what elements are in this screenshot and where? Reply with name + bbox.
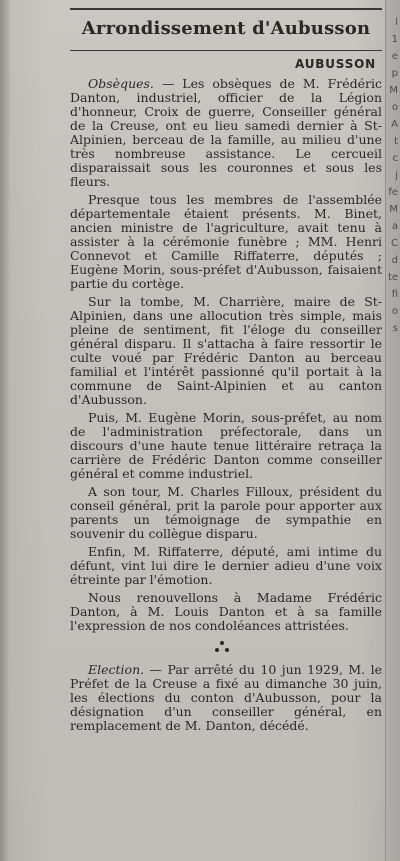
adjacent-column-letter: fe: [388, 187, 398, 198]
adjacent-column-letter: o: [391, 306, 398, 317]
dot: [225, 648, 229, 652]
paragraph-6: Enfin, M. Riffaterre, député, ami intime du défunt, vint lui dire le dernier adieu d'une voix étreinte par l'émotion.: [70, 544, 382, 587]
article-header-title: Arrondissement d'Aubusson: [81, 18, 371, 39]
page-left-shadow: [0, 0, 10, 861]
paragraph-1-text: — Les obsèques de M. Frédéric Danton, industriel, officier de la Légion d'honneur, Croix de guerre, Conseiller général de la Creuse, ont eu lieu samedi dernier à St-Alpinien, berceau de la famille, au milieu d'une très nombreuse assistance. Le cercueil disparaissait sous les couronnes et sous les fleurs.: [70, 76, 382, 189]
adjacent-column-letter: j: [395, 170, 398, 181]
adjacent-column-letter: M: [389, 85, 398, 96]
adjacent-column-fragments: [388, 14, 398, 854]
paragraph-5: A son tour, M. Charles Filloux, président du conseil général, prit la parole pour apporter aux parents un témoignage de sympathie en souvenir du collègue disparu.: [70, 484, 382, 541]
adjacent-column-letter: s: [392, 323, 398, 334]
adjacent-column-letter: fi: [391, 289, 398, 300]
adjacent-column-letter: te: [388, 272, 399, 283]
adjacent-column-letter: o: [391, 102, 398, 113]
adjacent-column-letter: C: [391, 238, 398, 249]
dot: [220, 641, 224, 645]
section-subheading: AUBUSSON: [295, 57, 376, 71]
paragraph-8-lead: Election.: [88, 662, 145, 677]
adjacent-column-letter: t: [394, 136, 398, 147]
header-rule: [70, 50, 382, 51]
adjacent-column-letter: A: [391, 119, 398, 130]
paragraph-1: [70, 77, 382, 189]
dot: [215, 648, 219, 652]
adjacent-column-letter: a: [391, 221, 398, 232]
paragraph-2: Presque tous les membres de l'assemblée départementale étaient présents. M. Binet, ancien ministre de l'agriculture, avait tenu à assister à la cérémonie funèbre ; MM. Henri Connevot et Camille Riffaterre, députés ; Eugène Morin, sous-préfet d'Aubusson, faisaient partie du cortège.: [70, 192, 382, 291]
adjacent-column-letter: e: [391, 51, 398, 62]
adjacent-column-letter: p: [391, 68, 398, 79]
section-break-dots: [70, 639, 382, 657]
top-rule: [70, 8, 382, 10]
paragraph-4: Puis, M. Eugène Morin, sous-préfet, au nom de l'administration préfectorale, dans un discours d'une haute tenue littéraire retraça la carrière de Frédéric Danton comme conseiller général et comme industriel.: [70, 410, 382, 481]
adjacent-column-letter: c: [392, 153, 398, 164]
paragraph-3: Sur la tombe, M. Charrière, maire de St-Alpinien, dans une allocution très simple, mais pleine de sentiment, fit l'éloge du conseiller général disparu. Il s'attacha à faire ressortir le culte voué par Frédéric Danton au berceau familial et l'intérêt passionné qu'il portait à la commune de Saint-Alpinien et au canton d'Aubusson.: [70, 294, 382, 407]
adjacent-column-letter: l: [395, 17, 398, 28]
paragraph-1-lead: Obsèques.: [88, 76, 154, 91]
adjacent-column-letter: d: [391, 255, 398, 266]
adjacent-column-letter: M: [389, 204, 398, 215]
article-column: [70, 8, 382, 858]
paragraph-7: Nous renouvellons à Madame Frédéric Danton, à M. Louis Danton et à sa famille l'expression de nos condoléances attristées.: [70, 590, 382, 633]
adjacent-column-letter: 1: [391, 34, 398, 45]
paragraph-8-text: — Par arrêté du 10 jun 1929, M. le Préfet de la Creuse a fixé au dimanche 30 juin, les élections du conton d'Aubusson, pour la désignation d'un conseiller général, en remplacement de M. Danton, décédé.: [70, 662, 382, 733]
paragraph-8: [70, 663, 382, 733]
